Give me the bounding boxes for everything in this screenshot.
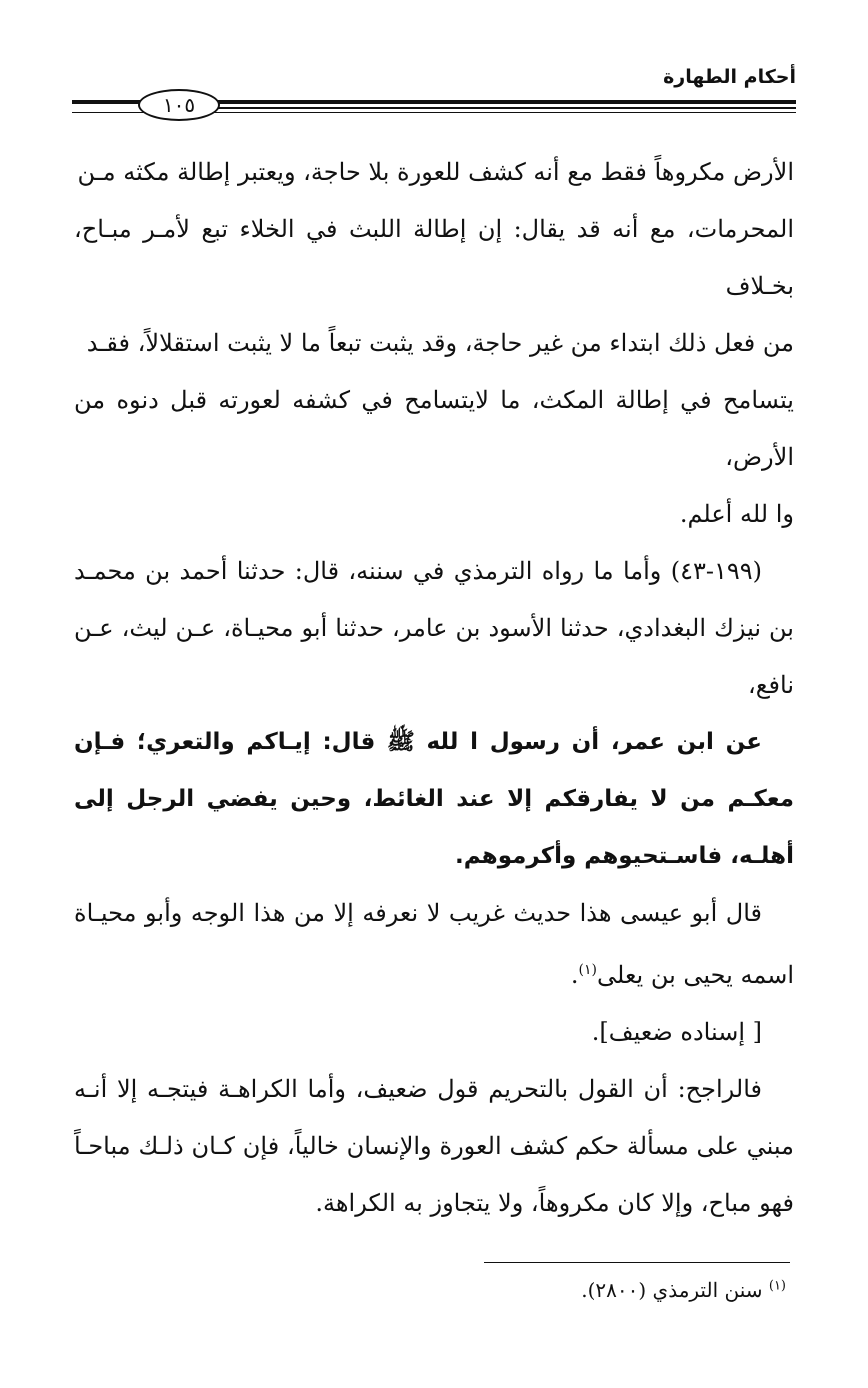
footnote-reference: (١) <box>578 962 598 978</box>
paragraph-hadith-matn: عن ابن عمر، أن رسول ا لله ﷺ قال: إيـاكم والتعري؛ فـإن معكـم من لا يفارقكم إلا عند الغائط، وحين يفضي الرجل إلى أهلـه، فاسـتحيوهم وأكرموهم. <box>74 729 794 869</box>
footnote-text: سنن الترمذي (٢٨٠٠). <box>581 1278 769 1302</box>
body-text <box>74 144 794 1232</box>
paragraph-conclusion: فالراجح: أن القول بالتحريم قول ضعيف، وأما الكراهـة فيتجـه إلا أنـه مبني على مسألة حكم كشف العورة والإنسان خالياً، فإن كـان ذلـك مباحـاً فهو مباح، وإلا كان مكروهاً، ولا يتجاوز به الكراهة. <box>74 1075 794 1217</box>
paragraph-isnad-grade: [ إسناده ضعيف]. <box>591 1018 762 1046</box>
tirmidhi-comment-end: . <box>570 961 579 989</box>
footnote <box>581 1278 786 1302</box>
tirmidhi-comment-text: قال أبو عيسى هذا حديث غريب لا نعرفه إلا من هذا الوجه وأبو محيـاة اسمه يحيى بن يعلى <box>74 899 794 989</box>
paragraph-1-line-3: من فعل ذلك ابتداء من غير حاجة، وقد يثبت تبعاً ما لا يثبت استقلالاً، فقـد <box>86 329 794 357</box>
paragraph-1-line-4: يتسامح في إطالة المكث، ما لايتسامح في كشفه لعورته قبل دنوه من الأرض، <box>74 386 794 471</box>
paragraph-1-line-2: المحرمات، مع أنه قد يقال: إن إطالة اللبث في الخلاء تبع لأمـر مبـاح، بخـلاف <box>74 215 794 300</box>
paragraph-1-line-5: وا لله أعلم. <box>679 500 794 528</box>
header-rule-middle <box>150 107 796 109</box>
running-title: أحكام الطهارة <box>663 66 796 88</box>
paragraph-1-line-1: الأرض مكروهاً فقط مع أنه كشف للعورة بلا حاجة، ويعتبر إطالة مكثه مـن <box>77 158 794 186</box>
paragraph-hadith-isnad: (١٩٩-٤٣) وأما ما رواه الترمذي في سننه، قال: حدثنا أحمد بن محمـد بن نيزك البغدادي، حدثنا الأسود بن عامر، حدثنا أبو محيـاة، عـن ليث، عـن نافع، <box>74 557 794 699</box>
footnote-separator <box>484 1262 790 1263</box>
paragraph-tirmidhi-comment <box>74 885 794 1004</box>
footnote-mark: (١) <box>768 1278 786 1294</box>
page-number: ١٠٥ <box>138 89 220 121</box>
